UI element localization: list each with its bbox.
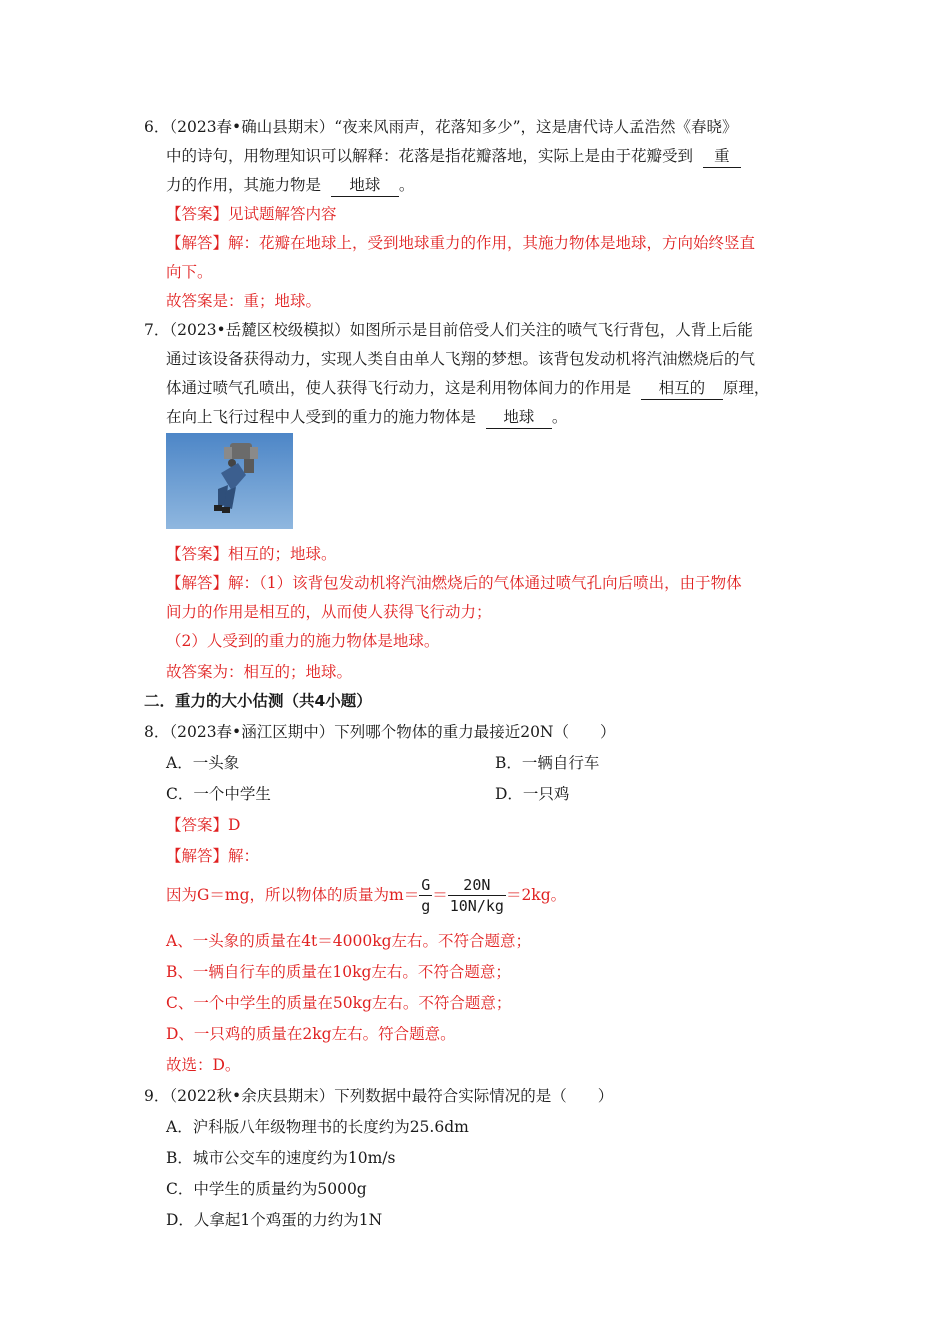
q6-answer: 【答案】见试题解答内容 [166,205,337,223]
q7-stem-line2: 通过该设备获得动力，实现人类自由单人飞翔的梦想。该背包发动机将汽油燃烧后的气 [166,350,756,368]
q7-explain-line2: 间力的作用是相互的，从而使人获得飞行动力； [166,603,492,621]
q9-option-d: D．人拿起1个鸡蛋的力约为1N [166,1211,383,1229]
q6-period: 。 [398,176,415,194]
fraction-g-over-g [419,875,432,916]
q7-answer: 【答案】相互的；地球。 [166,545,337,563]
q6-stem-line3 [166,174,414,197]
q6-stem-text: 中的诗句，用物理知识可以解释：花落是指花瓣落地，实际上是由于花瓣受到 [166,147,694,165]
equals-sign: ＝ [432,886,448,904]
q7-stem-text: 体通过喷气孔喷出，使人获得飞行动力，这是利用物体间力的作用是 [166,379,632,397]
q6-stem-text-2: 力的作用，其施力物是 [166,176,322,194]
q7-blank-1: 相互的 [641,377,723,400]
q7-explain-line3: （2）人受到的重力的施力物体是地球。 [166,632,440,650]
q7-explain-line1: 【解答】解：（1）该背包发动机将汽油燃烧后的气体通过喷气孔向后喷出，由于物体 [166,574,742,592]
q6-blank-2: 地球 [331,174,399,197]
q7-stem-line1: 7．（2023•岳麓区校级模拟）如图所示是目前倍受人们关注的喷气飞行背包，人背上后能 [144,321,753,339]
q8-option-a: A．一头象 [166,754,240,772]
q7-stem-text-3: 在向上飞行过程中人受到的重力的施力物体是 [166,408,477,426]
q9-stem: 9．（2022秋•余庆县期末）下列数据中最符合实际情况的是（ ） [144,1087,614,1105]
q7-final-answer: 故答案为：相互的；地球。 [166,663,353,681]
q8-option-c: C．一个中学生 [166,785,271,803]
q8-final-answer: 故选：D。 [166,1056,241,1074]
fraction-numerator: G [421,875,431,894]
q7-stem-line4 [166,406,567,429]
fraction-numerator-2: 20N [448,875,506,896]
jetpack-photo [166,433,293,529]
q8-formula-prefix: 因为G＝mg，所以物体的质量为m＝ [166,886,420,904]
q8-explain-c: C、一个中学生的质量在50kg左右。不符合题意； [166,994,512,1012]
fraction-denominator-2: 10N/kg [449,896,504,915]
q6-final-answer: 故答案是：重；地球。 [166,292,322,310]
q8-formula [166,872,566,917]
q7-stem-text-2: 原理， [722,379,770,397]
q8-formula-suffix: ＝2kg。 [505,886,567,904]
fraction-denominator: g [421,896,431,915]
q8-option-d: D．一只鸡 [495,785,570,803]
fraction-20n-over-10nkg [448,875,506,916]
q6-blank-1: 重 [703,145,741,168]
q7-blank-2: 地球 [486,406,552,429]
section-heading: 二．重力的大小估测（共4小题） [144,692,372,710]
q8-answer: 【答案】D [166,816,241,834]
q6-stem-line1: 6．（2023春•确山县期末）“夜来风雨声，花落知多少”，这是唐代诗人孟浩然《春晓》 [144,118,738,136]
q6-explain-line2: 向下。 [166,263,213,281]
q8-explain-head: 【解答】解： [166,847,260,865]
q8-explain-b: B、一辆自行车的质量在10kg左右。不符合题意； [166,963,511,981]
q8-stem: 8．（2023春•涵江区期中）下列哪个物体的重力最接近20N（ ） [144,723,616,741]
q7-stem-line3 [166,377,769,400]
q9-option-c: C．中学生的质量约为5000g [166,1180,367,1198]
q9-option-b: B．城市公交车的速度约为10m/s [166,1149,396,1167]
q8-explain-a: A、一头象的质量在4t＝4000kg左右。不符合题意； [166,932,532,950]
q6-explain-line1: 【解答】解：花瓣在地球上，受到地球重力的作用，其施力物体是地球，方向始终竖直 [166,234,756,252]
q8-option-b: B．一辆自行车 [495,754,600,772]
q7-period: 。 [551,408,568,426]
q9-option-a: A．沪科版八年级物理书的长度约为25.6dm [166,1118,469,1136]
q8-explain-d: D、一只鸡的质量在2kg左右。符合题意。 [166,1025,456,1043]
q6-stem-line2 [166,145,741,168]
